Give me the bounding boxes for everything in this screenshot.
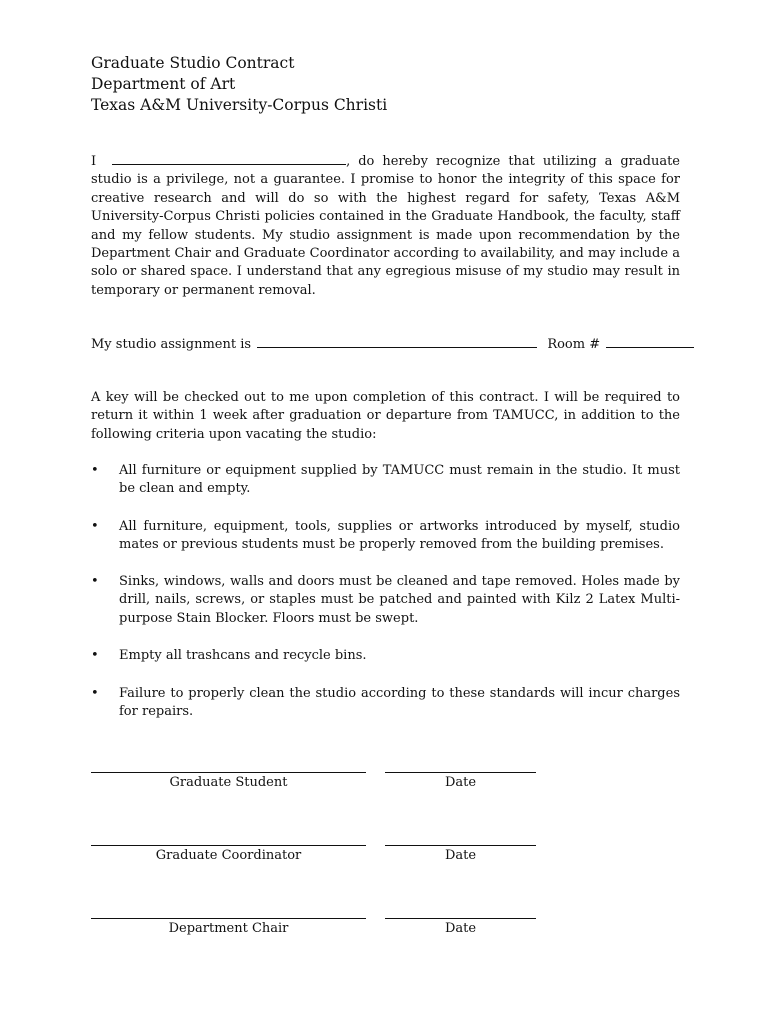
list-item <box>91 518 680 555</box>
list-item-text: Empty all trashcans and recycle bins. <box>119 648 367 663</box>
bullet-icon: • <box>91 648 99 663</box>
coordinator-date-label: Date <box>444 848 477 863</box>
bullet-icon: • <box>91 574 99 589</box>
intro-paragraph <box>91 152 680 300</box>
student-date-line[interactable] <box>385 772 536 790</box>
studio-assignment-row <box>91 335 680 354</box>
student-name-blank[interactable] <box>112 152 346 165</box>
coordinator-signature-label: Graduate Coordinator <box>155 848 302 863</box>
list-item-text: Failure to properly clean the studio according to these standards will incur charges for repairs. <box>119 686 680 720</box>
studio-assignment-label: My studio assignment is <box>91 337 252 352</box>
chair-date-label: Date <box>444 921 477 936</box>
header-department: Department of Art <box>91 75 236 93</box>
list-item <box>91 685 680 722</box>
list-item <box>91 647 680 665</box>
bullet-icon: • <box>91 686 99 701</box>
student-date-label: Date <box>444 775 477 790</box>
list-item-text: Sinks, windows, walls and doors must be cleaned and tape removed. Holes made by drill, nails, screws, or staples must be patched and painted with Kilz 2 Latex Multi-purpose Stain Blocker. Floors must be swept. <box>119 574 680 626</box>
key-paragraph: A key will be checked out to me upon completion of this contract. I will be required to return it within 1 week after graduation or departure from TAMUCC, in addition to the following criteria upon vacating the studio: <box>91 390 680 442</box>
document-header <box>91 53 387 116</box>
room-label: Room # <box>547 337 601 352</box>
list-item-text: All furniture or equipment supplied by TAMUCC must remain in the studio. It must be clean and empty. <box>119 463 680 497</box>
chair-signature-label: Department Chair <box>168 921 289 936</box>
chair-date-line[interactable] <box>385 918 536 936</box>
list-item <box>91 462 680 499</box>
header-university: Texas A&M University-Corpus Christi <box>91 96 388 114</box>
list-item <box>91 573 680 628</box>
bullet-icon: • <box>91 463 99 478</box>
header-title: Graduate Studio Contract <box>91 54 295 72</box>
student-signature-line[interactable] <box>91 772 366 790</box>
coordinator-date-line[interactable] <box>385 845 536 863</box>
studio-assignment-blank[interactable] <box>257 335 537 348</box>
intro-text: , do hereby recognize that utilizing a graduate studio is a privilege, not a guarantee. I promise to honor the integrity of this space for creative research and will do so with the highest regard for safety, Texas A&M University-Corpus Christi policies contained in the Graduate Handbook, the faculty, staff and my fellow students. My studio assignment is made upon recommendation by the Department Chair and Graduate Coordinator according to availability, and may include a solo or shared space. I understand that any egregious misuse of my studio may result in temporary or permanent removal. <box>91 154 680 298</box>
room-number-blank[interactable] <box>606 335 694 348</box>
bullet-icon: • <box>91 519 99 534</box>
chair-signature-line[interactable] <box>91 918 366 936</box>
intro-prefix: I <box>91 154 97 169</box>
student-signature-label: Graduate Student <box>169 775 288 790</box>
coordinator-signature-line[interactable] <box>91 845 366 863</box>
list-item-text: All furniture, equipment, tools, supplies or artworks introduced by myself, studio mates or previous students must be properly removed from the building premises. <box>119 519 680 553</box>
